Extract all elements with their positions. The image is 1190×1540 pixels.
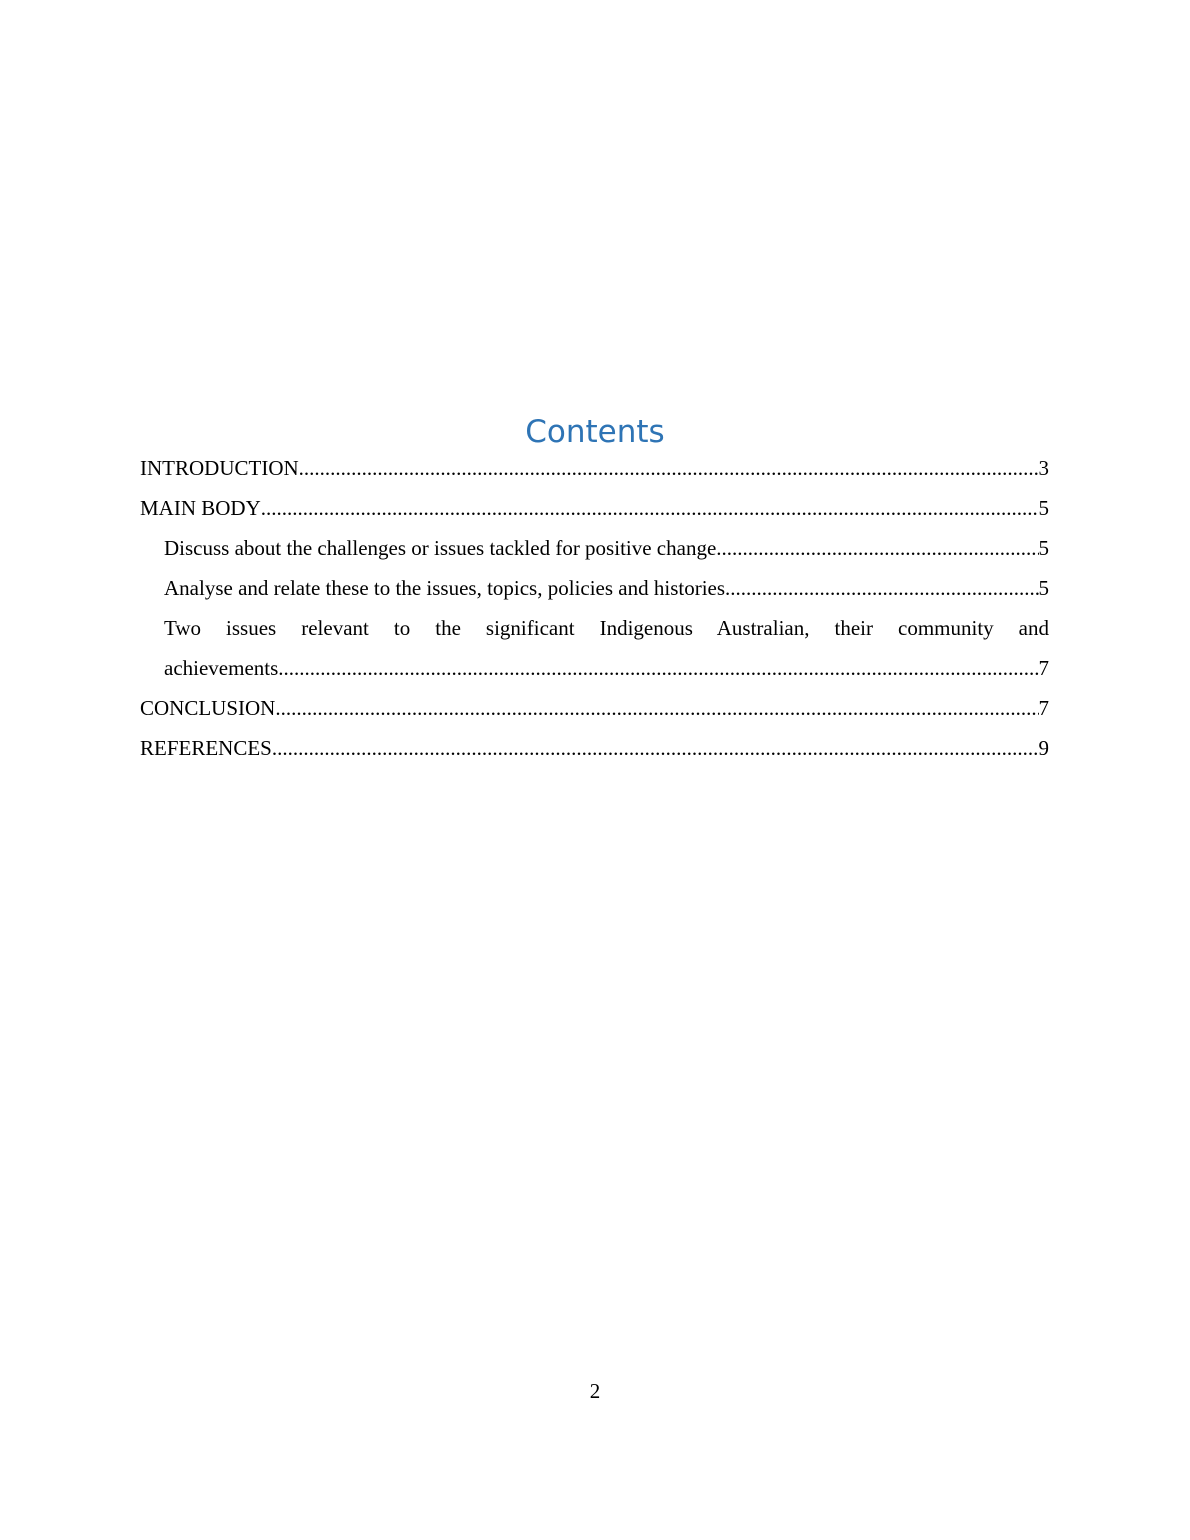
page-number: 2: [589, 1379, 601, 1403]
toc-entry-introduction[interactable]: [140, 448, 1049, 488]
toc-entry-label: INTRODUCTION: [140, 456, 299, 480]
dot-leader: [299, 448, 1039, 488]
toc-entry-page: 9: [1038, 736, 1049, 760]
dot-leader: [275, 688, 1038, 728]
toc-entry-label: Analyse and relate these to the issues, topics, policies and histories: [164, 576, 726, 600]
toc-entry-page: 7: [1038, 696, 1049, 720]
dot-leader: [278, 648, 1038, 688]
toc-entry-analyse[interactable]: [140, 568, 1049, 608]
toc-entry-conclusion[interactable]: [140, 688, 1049, 728]
toc-entry-label-line1: Two issues relevant to the significant Indigenous Australian, their community and: [164, 616, 1049, 640]
toc-entry-line2: [140, 648, 1049, 688]
dot-leader: [725, 568, 1038, 608]
toc-entry-page: 7: [1038, 656, 1049, 680]
toc-entry-page: 5: [1038, 496, 1049, 520]
dot-leader: [272, 728, 1039, 768]
table-of-contents: [140, 448, 1049, 768]
toc-entry-label-line2: achievements: [164, 656, 279, 680]
toc-entry-page: 3: [1038, 456, 1049, 480]
toc-entry-page: 5: [1038, 536, 1049, 560]
toc-entry-label: Discuss about the challenges or issues tackled for positive change: [164, 536, 717, 560]
toc-entry-references[interactable]: [140, 728, 1049, 768]
toc-entry-page: 5: [1038, 576, 1049, 600]
dot-leader: [261, 488, 1039, 528]
toc-title: Contents: [525, 414, 665, 450]
toc-entry-label: MAIN BODY: [140, 496, 261, 520]
toc-entry-main-body[interactable]: [140, 488, 1049, 528]
toc-entry-label: CONCLUSION: [140, 696, 276, 720]
toc-entry-challenges[interactable]: [140, 528, 1049, 568]
toc-entry-two-issues[interactable]: [140, 608, 1049, 688]
dot-leader: [716, 528, 1038, 568]
toc-entry-label: REFERENCES: [140, 736, 272, 760]
